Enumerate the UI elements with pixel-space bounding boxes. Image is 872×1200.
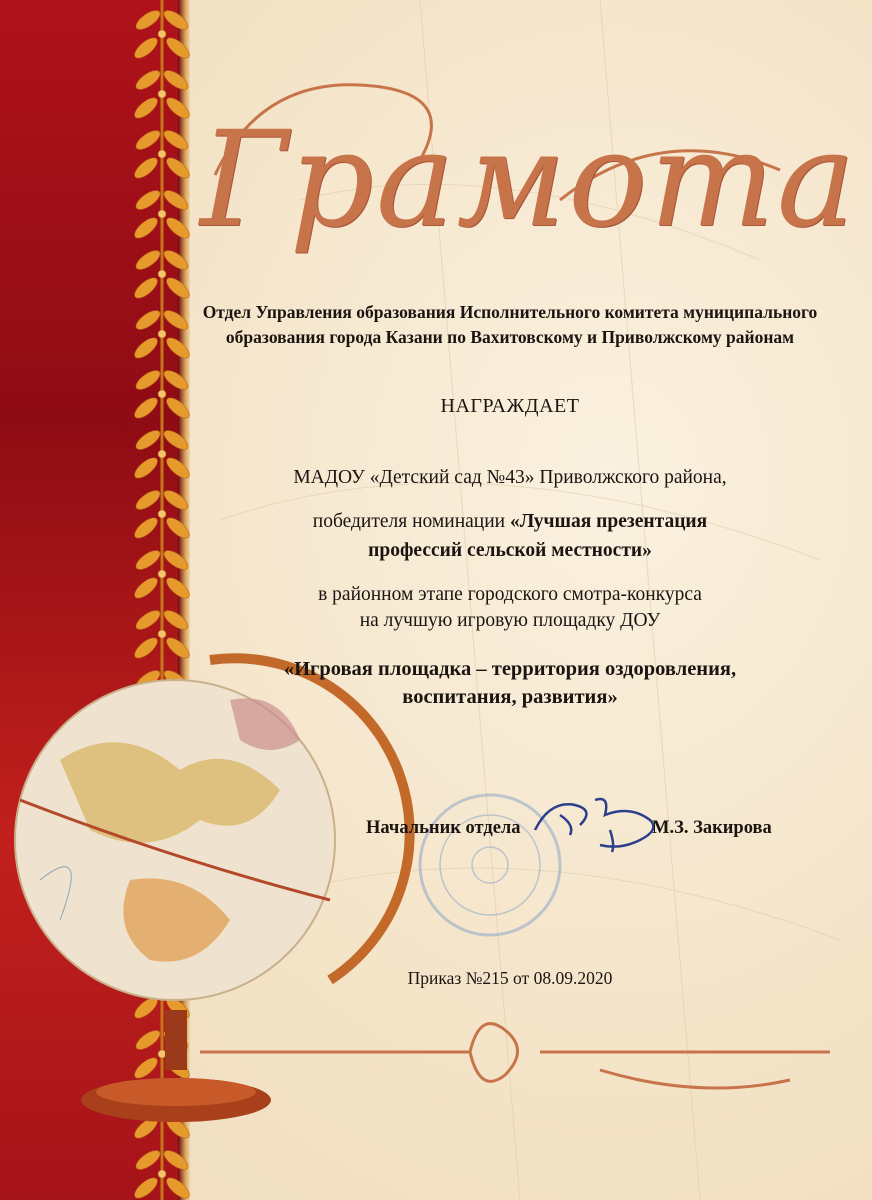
certificate-title xyxy=(200,50,858,260)
awards-heading: НАГРАЖДАЕТ xyxy=(440,395,580,417)
winner-prefix: победителя номинации xyxy=(312,511,506,532)
official-stamp-icon xyxy=(420,795,560,935)
title-text: Грамота xyxy=(200,103,858,257)
signatory-name: М.З. Закирова xyxy=(652,818,772,838)
organization-line-2: образования города Казани по Вахитовскому и Приволжскому районам xyxy=(225,327,795,347)
contest-theme xyxy=(190,655,830,711)
theme-line-1: «Игровая площадка – территория оздоровления, xyxy=(283,658,737,680)
handwritten-signature-icon xyxy=(535,799,653,852)
recipient-name: МАДОУ «Детский сад №43» Приволжского района, xyxy=(293,467,727,488)
contest-stage xyxy=(190,582,830,634)
signatory-role: Начальник отдела xyxy=(366,818,521,838)
nomination-line-2: профессий сельской местности» xyxy=(368,540,652,561)
stage-line-1: в районном этапе городского смотра-конкурса xyxy=(318,584,702,605)
theme-line-2: воспитания, развития» xyxy=(402,686,618,708)
order-reference: Приказ №215 от 08.09.2020 xyxy=(407,968,613,988)
issuing-organization xyxy=(190,300,830,350)
organization-line-1: Отдел Управления образования Исполнительного комитета муниципального xyxy=(202,302,818,322)
stage-line-2: на лучшую игровую площадку ДОУ xyxy=(359,610,661,631)
nomination-block xyxy=(190,507,830,565)
nomination-line-1: «Лучшая презентация xyxy=(509,511,708,532)
